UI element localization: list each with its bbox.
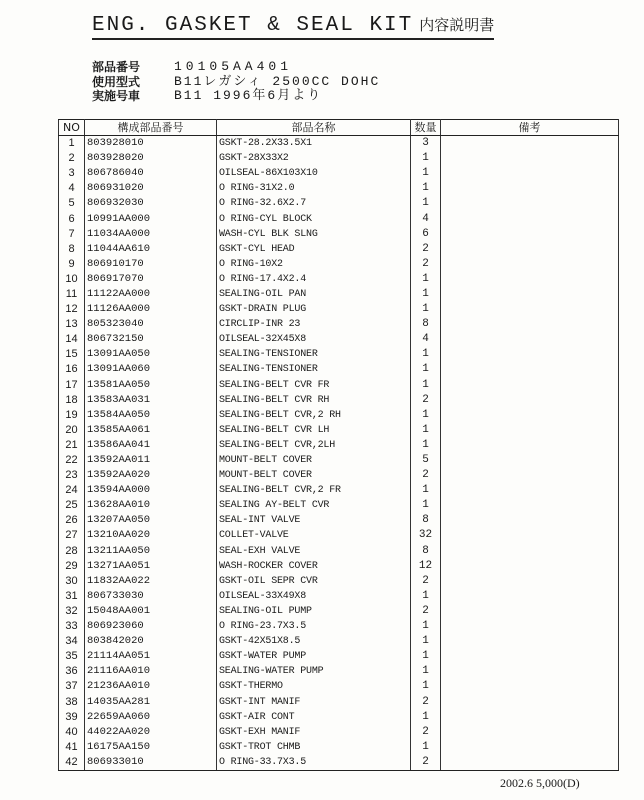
table-row [59, 755, 619, 771]
table-row [59, 242, 619, 257]
table-row [59, 498, 619, 513]
part-number-cell: 13581AA050 [85, 378, 217, 393]
table-row [59, 347, 619, 362]
note-cell [441, 619, 619, 634]
table-row [59, 468, 619, 483]
note-cell [441, 287, 619, 302]
part-no-cell: 30 [59, 574, 85, 589]
part-no-cell: 7 [59, 227, 85, 242]
part-name-cell: O RING-31X2.0 [217, 181, 411, 196]
note-cell [441, 302, 619, 317]
part-no-cell: 33 [59, 619, 85, 634]
qty-cell: 1 [411, 302, 441, 317]
table-row [59, 710, 619, 725]
table-row [59, 649, 619, 664]
part-name-cell: CIRCLIP-INR 23 [217, 317, 411, 332]
part-number-cell: 806910170 [85, 257, 217, 272]
table-row [59, 227, 619, 242]
table-row [59, 257, 619, 272]
part-name-cell: SEALING-BELT CVR FR [217, 378, 411, 393]
note-cell [441, 423, 619, 438]
part-no-cell: 27 [59, 528, 85, 543]
part-name-cell: GSKT-EXH MANIF [217, 725, 411, 740]
part-no-cell: 42 [59, 755, 85, 771]
note-cell [441, 196, 619, 211]
part-name-cell: COLLET-VALVE [217, 528, 411, 543]
qty-cell: 1 [411, 649, 441, 664]
table-row [59, 166, 619, 181]
qty-cell: 1 [411, 423, 441, 438]
title-main: ENG. GASKET & SEAL KIT [92, 14, 414, 37]
note-cell [441, 664, 619, 679]
meta-row [92, 60, 380, 75]
qty-cell: 1 [411, 408, 441, 423]
note-cell [441, 393, 619, 408]
table-row [59, 513, 619, 528]
part-name-cell: GSKT-AIR CONT [217, 710, 411, 725]
note-cell [441, 679, 619, 694]
part-no-cell: 24 [59, 483, 85, 498]
table-row [59, 528, 619, 543]
part-number-cell: 806732150 [85, 332, 217, 347]
part-number-cell: 13585AA061 [85, 423, 217, 438]
qty-cell: 1 [411, 679, 441, 694]
part-number-cell: 803928010 [85, 136, 217, 152]
qty-cell: 6 [411, 227, 441, 242]
part-no-cell: 37 [59, 679, 85, 694]
qty-cell: 1 [411, 287, 441, 302]
table-row [59, 574, 619, 589]
meta-label: 部品番号 [92, 60, 141, 74]
qty-cell: 2 [411, 694, 441, 709]
qty-cell: 1 [411, 196, 441, 211]
note-cell [441, 559, 619, 574]
note-cell [441, 272, 619, 287]
note-cell [441, 136, 619, 152]
table-row [59, 272, 619, 287]
note-cell [441, 574, 619, 589]
part-no-cell: 23 [59, 468, 85, 483]
part-name-cell: MOUNT-BELT COVER [217, 468, 411, 483]
part-name-cell: SEALING-WATER PUMP [217, 664, 411, 679]
part-number-cell: 805323040 [85, 317, 217, 332]
part-no-cell: 35 [59, 649, 85, 664]
note-cell [441, 242, 619, 257]
table-row [59, 393, 619, 408]
qty-cell: 8 [411, 317, 441, 332]
part-name-cell: SEAL-EXH VALVE [217, 544, 411, 559]
qty-cell: 2 [411, 468, 441, 483]
table-row [59, 559, 619, 574]
table-row [59, 317, 619, 332]
part-number-cell: 13207AA050 [85, 513, 217, 528]
table-row [59, 423, 619, 438]
part-number-cell: 803842020 [85, 634, 217, 649]
part-name-cell: SEALING-BELT CVR,2LH [217, 438, 411, 453]
note-cell [441, 649, 619, 664]
table-row [59, 287, 619, 302]
part-name-cell: SEALING-OIL PAN [217, 287, 411, 302]
table-row [59, 725, 619, 740]
note-cell [441, 317, 619, 332]
table-row [59, 302, 619, 317]
qty-cell: 4 [411, 211, 441, 226]
part-name-cell: GSKT-28.2X33.5X1 [217, 136, 411, 152]
part-name-cell: O RING-CYL BLOCK [217, 211, 411, 226]
document-title [92, 14, 494, 40]
part-no-cell: 13 [59, 317, 85, 332]
meta-value: B11 1996年6月より [174, 88, 323, 103]
note-cell [441, 694, 619, 709]
parts-table [58, 119, 619, 771]
part-number-cell: 13586AA041 [85, 438, 217, 453]
part-number-cell: 803928020 [85, 151, 217, 166]
part-no-cell: 17 [59, 378, 85, 393]
part-no-cell: 25 [59, 498, 85, 513]
note-cell [441, 257, 619, 272]
qty-cell: 1 [411, 151, 441, 166]
qty-cell: 1 [411, 166, 441, 181]
qty-cell: 12 [411, 559, 441, 574]
qty-cell: 1 [411, 619, 441, 634]
table-row [59, 438, 619, 453]
part-no-cell: 34 [59, 634, 85, 649]
part-number-cell: 21236AA010 [85, 679, 217, 694]
part-name-cell: GSKT-28X33X2 [217, 151, 411, 166]
table-row [59, 664, 619, 679]
part-no-cell: 4 [59, 181, 85, 196]
note-cell [441, 589, 619, 604]
meta-value: B11レガシィ 2500CC DOHC [174, 73, 381, 89]
qty-cell: 32 [411, 528, 441, 543]
qty-cell: 3 [411, 136, 441, 152]
note-cell [441, 513, 619, 528]
qty-cell: 1 [411, 438, 441, 453]
part-number-cell: 10991AA000 [85, 211, 217, 226]
part-name-cell: OILSEAL-86X103X10 [217, 166, 411, 181]
part-name-cell: GSKT-42X51X8.5 [217, 634, 411, 649]
part-no-cell: 9 [59, 257, 85, 272]
part-number-cell: 11034AA000 [85, 227, 217, 242]
part-number-cell: 15048AA001 [85, 604, 217, 619]
table-header-row [59, 120, 619, 136]
part-no-cell: 21 [59, 438, 85, 453]
table-row [59, 679, 619, 694]
qty-cell: 1 [411, 589, 441, 604]
part-number-cell: 11832AA022 [85, 574, 217, 589]
table-row [59, 196, 619, 211]
meta-label: 使用型式 [92, 74, 141, 89]
part-no-cell: 38 [59, 694, 85, 709]
part-number-cell: 806923060 [85, 619, 217, 634]
part-number-cell: 806786040 [85, 166, 217, 181]
note-cell [441, 453, 619, 468]
qty-cell: 4 [411, 332, 441, 347]
note-cell [441, 468, 619, 483]
part-name-cell: GSKT-DRAIN PLUG [217, 302, 411, 317]
part-name-cell: GSKT-CYL HEAD [217, 242, 411, 257]
note-cell [441, 528, 619, 543]
part-number-cell: 806932030 [85, 196, 217, 211]
part-name-cell: GSKT-OIL SEPR CVR [217, 574, 411, 589]
note-cell [441, 151, 619, 166]
part-number-cell: 13592AA011 [85, 453, 217, 468]
header-part-name: 部品名称 [217, 120, 411, 136]
part-no-cell: 15 [59, 347, 85, 362]
part-name-cell: WASH-ROCKER COVER [217, 559, 411, 574]
table-row [59, 604, 619, 619]
part-no-cell: 8 [59, 242, 85, 257]
note-cell [441, 544, 619, 559]
part-number-cell: 806933010 [85, 755, 217, 771]
qty-cell: 1 [411, 483, 441, 498]
part-number-cell: 13584AA050 [85, 408, 217, 423]
part-name-cell: GSKT-THERMO [217, 679, 411, 694]
qty-cell: 2 [411, 393, 441, 408]
part-number-cell: 13271AA051 [85, 559, 217, 574]
part-name-cell: SEALING-BELT CVR,2 FR [217, 483, 411, 498]
table-row [59, 619, 619, 634]
note-cell [441, 332, 619, 347]
qty-cell: 2 [411, 574, 441, 589]
header-note: 備考 [441, 120, 619, 136]
part-no-cell: 2 [59, 151, 85, 166]
part-number-cell: 22659AA060 [85, 710, 217, 725]
part-number-cell: 21114AA051 [85, 649, 217, 664]
qty-cell: 5 [411, 453, 441, 468]
note-cell [441, 725, 619, 740]
part-no-cell: 39 [59, 710, 85, 725]
note-cell [441, 408, 619, 423]
part-no-cell: 31 [59, 589, 85, 604]
part-name-cell: OILSEAL-33X49X8 [217, 589, 411, 604]
qty-cell: 2 [411, 257, 441, 272]
part-no-cell: 1 [59, 136, 85, 152]
part-no-cell: 41 [59, 740, 85, 755]
note-cell [441, 347, 619, 362]
part-name-cell: O RING-33.7X3.5 [217, 755, 411, 771]
table-row [59, 362, 619, 377]
part-no-cell: 10 [59, 272, 85, 287]
part-name-cell: O RING-32.6X2.7 [217, 196, 411, 211]
table-row [59, 151, 619, 166]
part-number-cell: 21116AA010 [85, 664, 217, 679]
part-number-cell: 14035AA281 [85, 694, 217, 709]
parts-table-body [59, 136, 619, 771]
part-name-cell: SEALING AY-BELT CVR [217, 498, 411, 513]
qty-cell: 2 [411, 725, 441, 740]
note-cell [441, 634, 619, 649]
part-name-cell: WASH-CYL BLK SLNG [217, 227, 411, 242]
table-row [59, 544, 619, 559]
meta-value: 10105AA401 [174, 59, 293, 74]
part-name-cell: O RING-23.7X3.5 [217, 619, 411, 634]
table-row [59, 181, 619, 196]
table-row [59, 211, 619, 226]
table-row [59, 694, 619, 709]
part-no-cell: 12 [59, 302, 85, 317]
part-name-cell: SEALING-TENSIONER [217, 347, 411, 362]
part-no-cell: 29 [59, 559, 85, 574]
table-row [59, 453, 619, 468]
part-no-cell: 14 [59, 332, 85, 347]
part-number-cell: 806733030 [85, 589, 217, 604]
part-no-cell: 20 [59, 423, 85, 438]
qty-cell: 2 [411, 604, 441, 619]
table-row [59, 136, 619, 152]
qty-cell: 1 [411, 634, 441, 649]
part-no-cell: 19 [59, 408, 85, 423]
part-number-cell: 13592AA020 [85, 468, 217, 483]
meta-block [92, 60, 380, 104]
header-qty: 数量 [411, 120, 441, 136]
qty-cell: 2 [411, 242, 441, 257]
part-number-cell: 13628AA010 [85, 498, 217, 513]
part-number-cell: 13210AA020 [85, 528, 217, 543]
part-number-cell: 13583AA031 [85, 393, 217, 408]
note-cell [441, 710, 619, 725]
table-row [59, 408, 619, 423]
note-cell [441, 181, 619, 196]
part-no-cell: 26 [59, 513, 85, 528]
table-row [59, 634, 619, 649]
part-no-cell: 11 [59, 287, 85, 302]
part-name-cell: SEALING-BELT CVR,2 RH [217, 408, 411, 423]
part-no-cell: 28 [59, 544, 85, 559]
title-suffix: 内容説明書 [419, 16, 495, 34]
table-row [59, 483, 619, 498]
qty-cell: 1 [411, 710, 441, 725]
part-number-cell: 11044AA610 [85, 242, 217, 257]
part-name-cell: SEAL-INT VALVE [217, 513, 411, 528]
note-cell [441, 378, 619, 393]
part-number-cell: 13091AA050 [85, 347, 217, 362]
part-name-cell: GSKT-INT MANIF [217, 694, 411, 709]
part-name-cell: OILSEAL-32X45X8 [217, 332, 411, 347]
header-part-number: 構成部品番号 [85, 120, 217, 136]
part-number-cell: 16175AA150 [85, 740, 217, 755]
qty-cell: 1 [411, 664, 441, 679]
part-number-cell: 11126AA000 [85, 302, 217, 317]
part-number-cell: 13594AA000 [85, 483, 217, 498]
part-name-cell: MOUNT-BELT COVER [217, 453, 411, 468]
part-number-cell: 806931020 [85, 181, 217, 196]
part-number-cell: 13211AA050 [85, 544, 217, 559]
qty-cell: 1 [411, 272, 441, 287]
part-number-cell: 11122AA000 [85, 287, 217, 302]
meta-row [92, 89, 380, 104]
part-name-cell: SEALING-OIL PUMP [217, 604, 411, 619]
part-no-cell: 5 [59, 196, 85, 211]
table-row [59, 740, 619, 755]
part-number-cell: 806917070 [85, 272, 217, 287]
meta-label: 実施号車 [92, 89, 141, 103]
note-cell [441, 755, 619, 771]
table-row [59, 589, 619, 604]
part-name-cell: SEALING-BELT CVR RH [217, 393, 411, 408]
qty-cell: 1 [411, 362, 441, 377]
note-cell [441, 498, 619, 513]
note-cell [441, 483, 619, 498]
part-no-cell: 16 [59, 362, 85, 377]
print-code: 2002.6 5,000(D) [500, 776, 580, 790]
qty-cell: 1 [411, 740, 441, 755]
header-no: NO [59, 120, 85, 136]
part-no-cell: 32 [59, 604, 85, 619]
part-number-cell: 44022AA020 [85, 725, 217, 740]
part-no-cell: 36 [59, 664, 85, 679]
qty-cell: 1 [411, 347, 441, 362]
table-row [59, 332, 619, 347]
note-cell [441, 604, 619, 619]
qty-cell: 2 [411, 755, 441, 771]
part-name-cell: SEALING-TENSIONER [217, 362, 411, 377]
part-number-cell: 13091AA060 [85, 362, 217, 377]
part-no-cell: 18 [59, 393, 85, 408]
note-cell [441, 438, 619, 453]
part-name-cell: GSKT-TROT CHMB [217, 740, 411, 755]
qty-cell: 8 [411, 513, 441, 528]
note-cell [441, 166, 619, 181]
part-no-cell: 6 [59, 211, 85, 226]
note-cell [441, 362, 619, 377]
part-name-cell: SEALING-BELT CVR LH [217, 423, 411, 438]
part-no-cell: 22 [59, 453, 85, 468]
part-no-cell: 3 [59, 166, 85, 181]
qty-cell: 1 [411, 498, 441, 513]
qty-cell: 1 [411, 181, 441, 196]
part-name-cell: O RING-17.4X2.4 [217, 272, 411, 287]
qty-cell: 8 [411, 544, 441, 559]
note-cell [441, 211, 619, 226]
note-cell [441, 740, 619, 755]
part-name-cell: GSKT-WATER PUMP [217, 649, 411, 664]
meta-row [92, 75, 380, 90]
part-name-cell: O RING-10X2 [217, 257, 411, 272]
table-row [59, 378, 619, 393]
part-no-cell: 40 [59, 725, 85, 740]
note-cell [441, 227, 619, 242]
qty-cell: 1 [411, 378, 441, 393]
